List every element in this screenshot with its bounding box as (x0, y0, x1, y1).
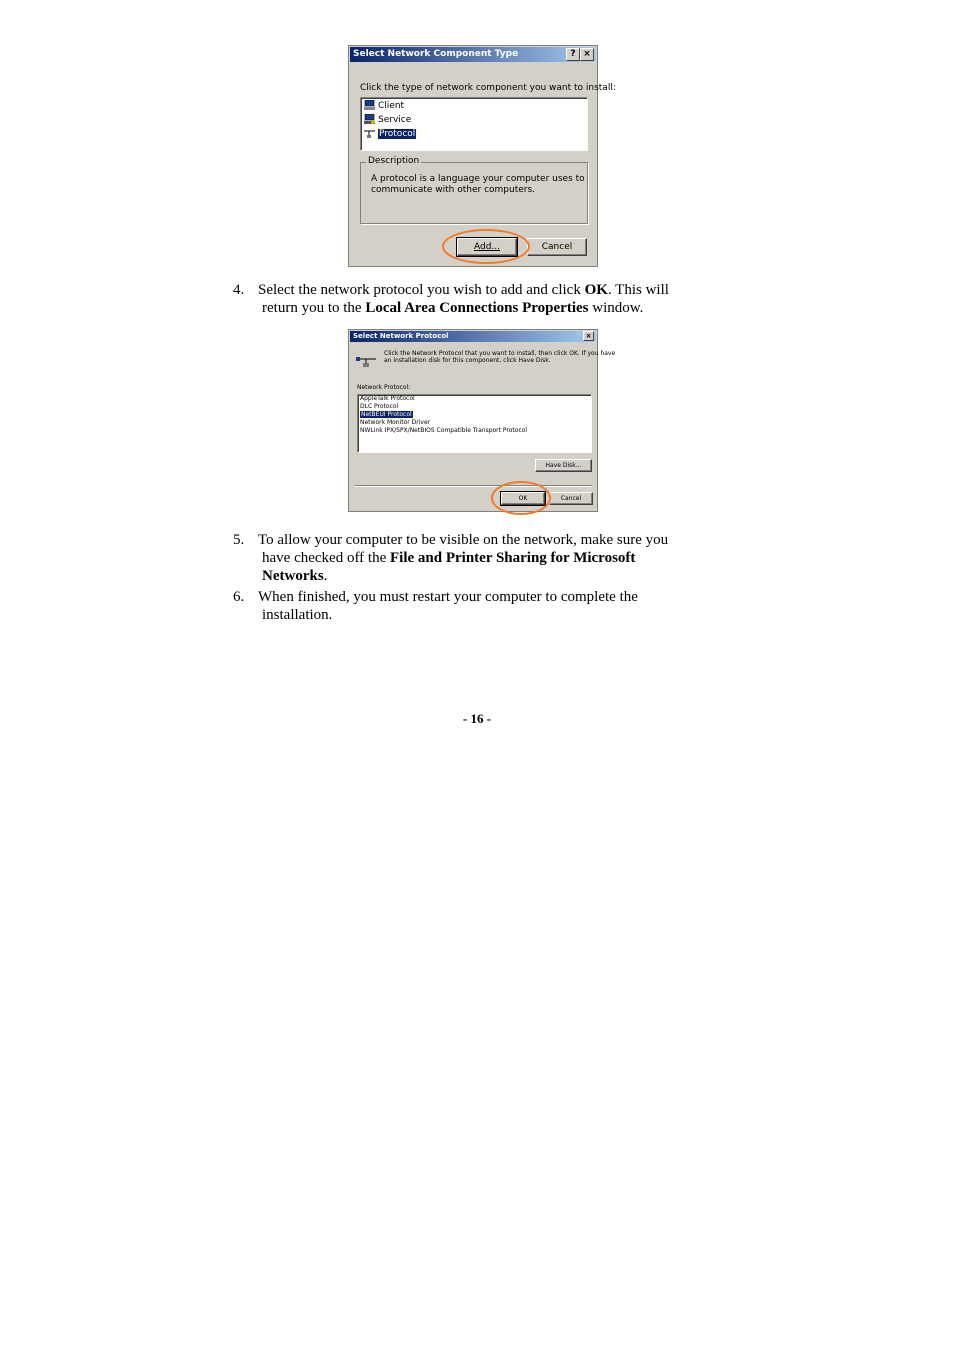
step-number: 6. (233, 589, 245, 605)
step-text: have checked off the (262, 550, 390, 566)
cancel-button-label: Cancel (541, 242, 573, 252)
step-4 (233, 281, 713, 317)
cancel-button-label: Cancel (560, 495, 582, 502)
step-5 (233, 531, 713, 585)
description-text-line1: A protocol is a language your computer uses to (371, 174, 585, 184)
step-6 (233, 588, 713, 624)
step-text: return you to the (262, 300, 366, 316)
close-button[interactable]: × (580, 48, 594, 61)
list-item-nwlink[interactable] (360, 427, 527, 435)
select-network-protocol-dialog (348, 329, 616, 512)
list-item-client[interactable] (364, 100, 404, 112)
component-prompt: Click the type of network component you want to install: (360, 83, 616, 93)
step-bold-text: OK (584, 282, 608, 298)
client-computer-icon (364, 100, 375, 110)
page-number: - 16 - (462, 711, 492, 726)
list-item-protocol[interactable] (364, 128, 416, 140)
dialog-title: Select Network Protocol (353, 332, 449, 340)
list-item-label: Protocol (379, 129, 416, 139)
list-item-appletalk[interactable] (360, 395, 415, 403)
list-item-service[interactable] (364, 114, 411, 126)
list-item-network-monitor-driver[interactable] (360, 419, 430, 427)
list-item-label: Client (378, 101, 405, 111)
step-text: To allow your computer to be visible on the network, make sure you (258, 532, 669, 548)
instruction-line2: an installation disk for this component, click Have Disk. (384, 357, 551, 364)
step-text: . This will (607, 282, 669, 298)
dialog-title-bar (350, 331, 596, 342)
ok-button-label: OK (518, 495, 528, 502)
cancel-button[interactable] (527, 238, 587, 256)
step-text: When finished, you must restart your computer to complete the (258, 589, 638, 605)
list-item-dlc[interactable] (360, 403, 398, 411)
list-item-label: NWLink IPX/SPX/NetBIOS Compatible Transport Protocol (360, 427, 528, 434)
step-text: Select the network protocol you wish to add and click (258, 282, 585, 298)
step-bold-text: Networks (262, 568, 324, 584)
dialog-title: Select Network Component Type (353, 49, 519, 59)
ok-button-highlight-ellipse (491, 481, 551, 515)
service-computer-icon (364, 114, 375, 124)
component-type-list[interactable] (360, 97, 588, 151)
step-number: 5. (233, 532, 245, 548)
description-title: Description (368, 156, 420, 166)
add-button-label: Add... (473, 242, 500, 252)
help-button[interactable]: ? (566, 48, 580, 61)
have-disk-button-label: Have Disk... (545, 462, 582, 469)
dialog-separator (355, 485, 592, 487)
network-protocol-list[interactable] (357, 394, 592, 453)
list-item-label: DLC Protocol (360, 403, 399, 410)
list-item-label: NetBEUI Protocol (361, 411, 412, 418)
network-protocol-label: Network Protocol: (357, 384, 411, 391)
list-item-netbeui[interactable] (360, 411, 413, 419)
list-item-label: Network Monitor Driver (360, 419, 431, 426)
step-bold-text: Local Area Connections Properties (365, 300, 589, 316)
cancel-button[interactable] (549, 492, 593, 505)
step-bold-text: File and Printer Sharing for Microsoft (390, 550, 636, 566)
list-item-label: Service (378, 115, 412, 125)
description-text-line2: communicate with other computers. (371, 185, 536, 195)
step-text: window. (588, 300, 644, 316)
step-number: 4. (233, 282, 245, 298)
have-disk-button[interactable] (535, 459, 592, 472)
step-text: installation. (262, 607, 333, 623)
protocol-network-icon (364, 128, 375, 138)
close-button[interactable]: × (583, 331, 594, 341)
dialog-title-bar (350, 47, 596, 62)
step-text: . (323, 568, 328, 584)
add-button-highlight-ellipse (442, 229, 530, 264)
description-group (360, 156, 588, 224)
network-protocol-icon (356, 352, 376, 371)
list-item-label: AppleTalk Protocol (360, 395, 415, 402)
instruction-line1: Click the Network Protocol that you want to install, then click OK. If you have (384, 350, 616, 357)
